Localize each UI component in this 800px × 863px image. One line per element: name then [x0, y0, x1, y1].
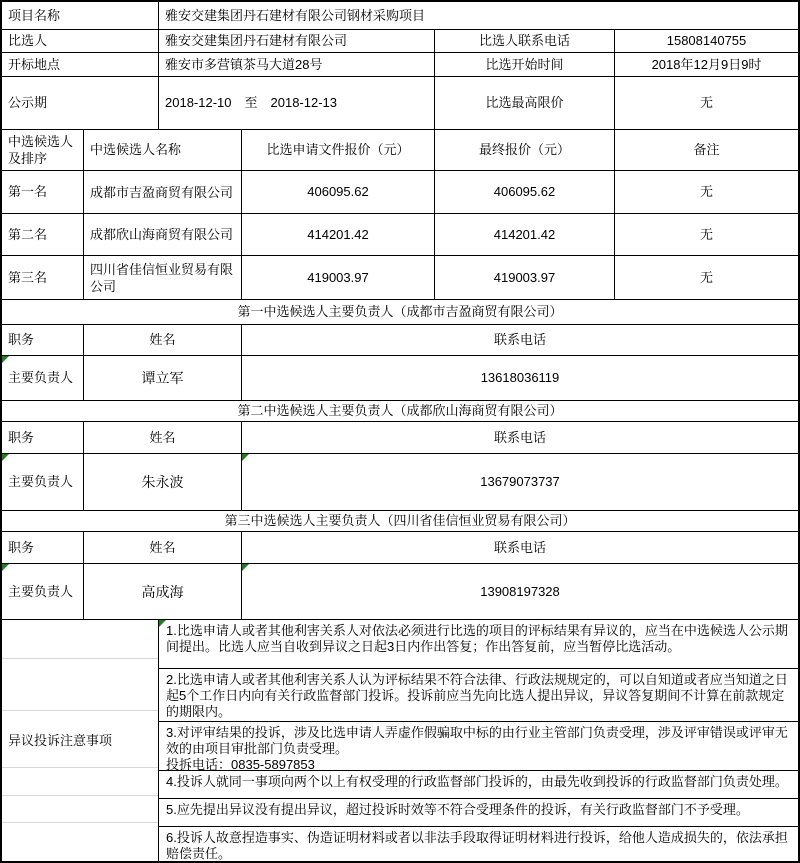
note-item-3 [159, 722, 798, 771]
bid-selector-value: 雅安交建集团丹石建材有限公司 [159, 30, 435, 53]
candidate-bid-price: 406095.62 [242, 171, 435, 214]
candidate-name: 四川省佳信恒业贸易有限公司 [84, 256, 242, 300]
candidate-remark: 无 [615, 171, 798, 214]
principal-name: 朱永波 [84, 454, 242, 511]
project-name-value: 雅安交建集团丹石建材有限公司钢材采购项目 [159, 2, 798, 30]
candidate-bid-price: 414201.42 [242, 214, 435, 256]
start-time-label: 比选开始时间 [435, 53, 615, 77]
project-name-label: 项目名称 [2, 2, 159, 30]
open-location-value: 雅安市多营镇茶马大道28号 [159, 53, 435, 77]
position-value: 主要负责人 [2, 454, 84, 511]
note-line: 4.投诉人就同一事项向两个以上有权受理的行政监督部门投诉的，由最先收到投诉的行政监督部门负责处理。 [166, 774, 788, 789]
start-time-value: 2018年12月9日9时 [615, 53, 798, 77]
candidate-name: 成都市吉盈商贸有限公司 [84, 171, 242, 214]
candidate-rank: 第一名 [2, 171, 84, 214]
max-price-value: 无 [615, 77, 798, 130]
candidates-bid-price-header: 比选申请文件报价（元） [242, 130, 435, 171]
complaint-notes-label: 异议投诉注意事项 [2, 620, 159, 861]
principal-phone: 13679073737 [242, 454, 798, 511]
note-line: 3.对评审结果的投诉，涉及比选申请人弄虚作假骗取中标的由行业主管部门负责受理，涉及评审错误或评审无效的由项目审批部门负责受理。 [166, 725, 788, 756]
candidate-name: 成都欣山海商贸有限公司 [84, 214, 242, 256]
note-item-6 [159, 827, 798, 861]
phone-header: 联系电话 [242, 325, 798, 356]
candidate-final-price: 406095.62 [435, 171, 615, 214]
position-header: 职务 [2, 532, 84, 564]
selector-phone-value: 15808140755 [615, 30, 798, 53]
bid-selector-label: 比选人 [2, 30, 159, 53]
note-line: 2.比选申请人或者其他利害关系人认为评标结果不符合法律、行政法规规定的，可以自知道或者应当知道之日起5个工作日内向有关行政监督部门投诉。投诉前应当先向比选人提出异议，异议答复期间不计算在前款规定的期限内。 [166, 672, 788, 719]
phone-header: 联系电话 [242, 422, 798, 454]
candidates-rank-header: 中选候选人及排序 [2, 130, 84, 171]
candidate-rank: 第二名 [2, 214, 84, 256]
selector-phone-label: 比选人联系电话 [435, 30, 615, 53]
candidate-final-price: 419003.97 [435, 256, 615, 300]
note-complaint-phone: 投拆电话：0835-5897853 [166, 757, 315, 771]
name-header: 姓名 [84, 422, 242, 454]
candidate-bid-price: 419003.97 [242, 256, 435, 300]
position-value: 主要负责人 [2, 356, 84, 401]
principal-phone: 13618036119 [242, 356, 798, 401]
principal-section-title: 第二中选候选人主要负责人（成都欣山海商贸有限公司） [2, 401, 798, 422]
candidate-remark: 无 [615, 214, 798, 256]
note-item-2 [159, 669, 798, 722]
candidate-rank: 第三名 [2, 256, 84, 300]
principal-section-title: 第三中选候选人主要负责人（四川省佳信恒业贸易有限公司） [2, 511, 798, 532]
note-item-5 [159, 799, 798, 827]
note-line: 1.比选申请人或者其他利害关系人对依法必须进行比选的项目的评标结果有异议的，应当在中选候选人公示期间提出。比选人应当自收到异议之日起3日内作出答复；作出答复前，应当暂停比选活动。 [166, 623, 788, 654]
publicity-period-label: 公示期 [2, 77, 159, 130]
principal-phone: 13908197328 [242, 564, 798, 620]
name-header: 姓名 [84, 532, 242, 564]
principal-name: 谭立军 [84, 356, 242, 401]
phone-header: 联系电话 [242, 532, 798, 564]
note-item-1 [159, 620, 798, 669]
candidates-name-header: 中选候选人名称 [84, 130, 242, 171]
max-price-label: 比选最高限价 [435, 77, 615, 130]
open-location-label: 开标地点 [2, 53, 159, 77]
position-header: 职务 [2, 422, 84, 454]
position-header: 职务 [2, 325, 84, 356]
candidate-remark: 无 [615, 256, 798, 300]
position-value: 主要负责人 [2, 564, 84, 620]
note-line: 5.应先提出异议没有提出异议，超过投诉时效等不符合受理条件的投诉，有关行政监督部门不予受理。 [166, 802, 749, 817]
publicity-period-value: 2018-12-10 至 2018-12-13 [159, 77, 435, 130]
candidates-remark-header: 备注 [615, 130, 798, 171]
note-line: 6.投诉人故意捏造事实、伪造证明材料或者以非法手段取得证明材料进行投诉，给他人造成损失的，依法承担赔偿责任。 [166, 830, 788, 861]
candidate-final-price: 414201.42 [435, 214, 615, 256]
principal-name: 高成海 [84, 564, 242, 620]
name-header: 姓名 [84, 325, 242, 356]
note-item-4 [159, 771, 798, 799]
principal-section-title: 第一中选候选人主要负责人（成都市吉盈商贸有限公司） [2, 300, 798, 325]
candidates-final-price-header: 最终报价（元） [435, 130, 615, 171]
